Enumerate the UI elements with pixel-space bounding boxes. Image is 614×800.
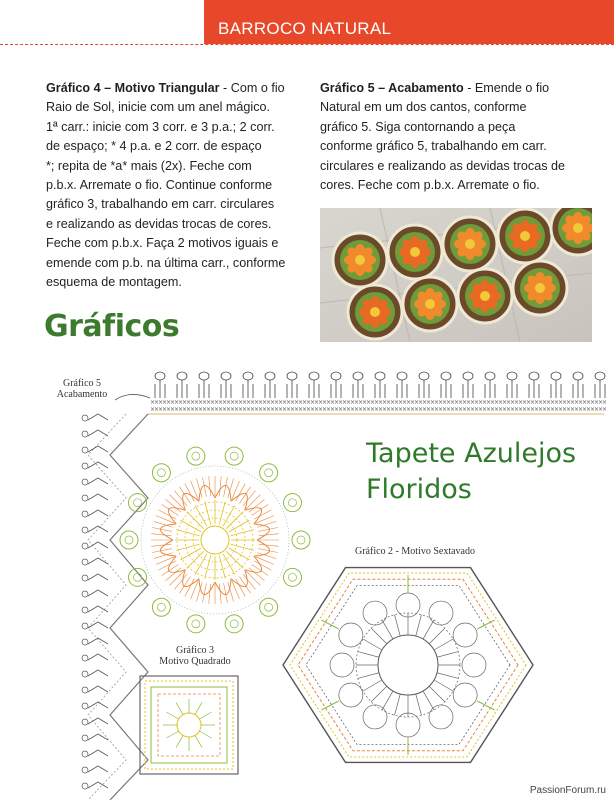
svg-text:×: × [566,406,572,413]
svg-text:×: × [174,406,180,413]
svg-text:×: × [258,399,264,406]
svg-text:×: × [398,406,404,413]
svg-text:×: × [398,399,404,406]
svg-text:×: × [318,399,324,406]
svg-text:×: × [350,406,356,413]
svg-text:×: × [238,399,244,406]
svg-text:×: × [150,399,156,406]
svg-text:×: × [182,399,188,406]
svg-text:×: × [542,406,548,413]
svg-text:×: × [170,406,176,413]
svg-text:×: × [462,399,468,406]
svg-text:×: × [154,406,160,413]
svg-text:×: × [390,399,396,406]
svg-text:×: × [338,399,344,406]
svg-text:×: × [534,399,540,406]
col1-line: esquema de montagem. [46,275,182,290]
svg-text:×: × [226,406,232,413]
svg-text:×: × [178,399,184,406]
svg-text:×: × [446,399,452,406]
svg-text:×: × [206,399,212,406]
watermark: PassionForum.ru [529,785,606,796]
col2-line: Natural em um dos cantos, conforme [320,100,527,115]
svg-text:×: × [598,406,604,413]
svg-text:×: × [258,406,264,413]
svg-text:×: × [286,399,292,406]
svg-text:×: × [154,399,160,406]
svg-text:×: × [406,406,412,413]
svg-text:×: × [194,406,200,413]
chart3-caption-line2: Motivo Quadrado [159,656,231,667]
col1-line: *; repita de *a* mais (2x). Feche com [46,158,252,173]
svg-text:×: × [234,406,240,413]
svg-text:×: × [526,399,532,406]
svg-text:×: × [182,406,188,413]
svg-text:×: × [494,399,500,406]
svg-text:×: × [562,406,568,413]
svg-text:×: × [330,406,336,413]
svg-text:×: × [506,406,512,413]
svg-text:×: × [218,399,224,406]
svg-text:×: × [230,399,236,406]
svg-text:×: × [530,406,536,413]
svg-text:×: × [290,406,296,413]
svg-text:×: × [310,406,316,413]
section-title: Gráficos [44,309,180,344]
col1-line: e realizando as devidas trocas de cores. [46,216,272,231]
svg-text:×: × [242,399,248,406]
svg-text:×: × [294,406,300,413]
svg-text:×: × [442,399,448,406]
svg-text:×: × [254,399,260,406]
svg-text:×: × [514,399,520,406]
svg-text:×: × [198,406,204,413]
col1-line: gráfico 3, trabalhando em carr. circulares [46,197,275,212]
svg-text:×: × [402,406,408,413]
svg-text:×: × [262,399,268,406]
svg-text:×: × [494,406,500,413]
svg-text:×: × [386,406,392,413]
svg-text:×: × [582,399,588,406]
svg-text:×: × [250,406,256,413]
svg-text:×: × [482,399,488,406]
chart4-heading: Gráfico 4 – Motivo Triangular [46,81,220,95]
svg-text:×: × [162,399,168,406]
svg-text:×: × [498,406,504,413]
svg-text:×: × [358,399,364,406]
svg-text:×: × [594,406,600,413]
svg-text:×: × [438,406,444,413]
svg-text:×: × [174,399,180,406]
col1-line: de espaço; * 4 p.a. e 2 corr. de espaço [46,139,262,154]
col1-line: - Com o fio [219,81,285,95]
svg-text:×: × [350,399,356,406]
svg-text:×: × [550,406,556,413]
svg-text:×: × [366,406,372,413]
svg-text:×: × [462,406,468,413]
svg-text:×: × [190,399,196,406]
svg-text:×: × [430,399,436,406]
col2-line: conforme gráfico 5, trabalhando em carr. [320,139,547,154]
svg-text:×: × [502,399,508,406]
svg-text:×: × [482,406,488,413]
svg-text:×: × [602,399,608,406]
svg-text:×: × [322,406,328,413]
svg-text:×: × [382,406,388,413]
col2-line: gráfico 5. Siga contornando a peça [320,119,516,134]
svg-text:×: × [470,399,476,406]
col1-line: Raio de Sol, inicie com um anel mágico. [46,100,270,115]
svg-text:×: × [326,399,332,406]
svg-text:×: × [150,406,156,413]
svg-text:×: × [590,399,596,406]
svg-text:×: × [394,406,400,413]
svg-text:×: × [530,399,536,406]
svg-text:×: × [418,406,424,413]
svg-text:×: × [434,399,440,406]
svg-text:×: × [194,399,200,406]
svg-text:×: × [262,406,268,413]
svg-text:×: × [294,399,300,406]
svg-text:×: × [202,406,208,413]
svg-text:×: × [158,406,164,413]
svg-text:×: × [522,406,528,413]
svg-text:×: × [518,406,524,413]
svg-text:×: × [546,406,552,413]
svg-text:×: × [562,399,568,406]
svg-text:×: × [214,406,220,413]
svg-text:×: × [422,406,428,413]
svg-text:×: × [538,399,544,406]
svg-text:×: × [286,406,292,413]
svg-text:×: × [582,406,588,413]
svg-text:×: × [438,399,444,406]
svg-text:×: × [266,406,272,413]
svg-text:×: × [426,406,432,413]
svg-text:×: × [570,406,576,413]
svg-text:×: × [486,406,492,413]
round-motif-chart [120,447,310,633]
svg-text:×: × [450,399,456,406]
svg-text:×: × [354,406,360,413]
chart5-heading: Gráfico 5 – Acabamento [320,81,464,95]
svg-text:×: × [510,406,516,413]
svg-text:×: × [510,399,516,406]
svg-text:×: × [210,399,216,406]
svg-text:×: × [354,399,360,406]
svg-text:×: × [538,406,544,413]
svg-text:×: × [566,399,572,406]
svg-text:×: × [234,399,240,406]
svg-text:×: × [222,406,228,413]
svg-text:×: × [346,399,352,406]
svg-text:×: × [246,406,252,413]
svg-text:×: × [542,399,548,406]
svg-text:×: × [290,399,296,406]
svg-text:×: × [214,399,220,406]
border-chart [82,372,607,800]
svg-text:×: × [586,406,592,413]
svg-text:×: × [186,399,192,406]
svg-text:×: × [590,406,596,413]
svg-text:×: × [314,406,320,413]
svg-text:×: × [378,406,384,413]
svg-text:×: × [218,406,224,413]
svg-text:×: × [298,399,304,406]
svg-text:×: × [370,406,376,413]
svg-text:×: × [310,399,316,406]
svg-text:×: × [166,399,172,406]
svg-text:×: × [170,399,176,406]
svg-text:×: × [282,399,288,406]
svg-text:×: × [222,399,228,406]
svg-text:×: × [374,399,380,406]
col1-line: Feche com p.b.x. Faça 2 motivos iguais e [46,236,279,251]
svg-text:×: × [442,406,448,413]
svg-text:×: × [326,406,332,413]
svg-text:×: × [346,406,352,413]
svg-text:×: × [342,399,348,406]
svg-text:×: × [474,406,480,413]
svg-text:×: × [450,406,456,413]
svg-text:×: × [458,406,464,413]
svg-text:×: × [578,406,584,413]
svg-text:×: × [334,406,340,413]
project-title-line1: Tapete Azulejos [366,438,577,469]
svg-text:×: × [274,406,280,413]
col2-line: cores. Feche com p.b.x. Arremate o fio. [320,178,540,193]
svg-text:×: × [598,399,604,406]
svg-text:×: × [526,406,532,413]
svg-text:×: × [554,406,560,413]
svg-text:×: × [426,399,432,406]
svg-text:×: × [162,406,168,413]
svg-text:×: × [158,399,164,406]
svg-text:×: × [338,406,344,413]
svg-text:×: × [266,399,272,406]
svg-text:×: × [470,406,476,413]
svg-text:×: × [302,406,308,413]
svg-text:×: × [382,399,388,406]
svg-text:×: × [358,406,364,413]
svg-text:×: × [282,406,288,413]
svg-text:×: × [394,399,400,406]
svg-text:×: × [242,406,248,413]
svg-text:×: × [574,399,580,406]
svg-text:×: × [298,406,304,413]
svg-text:×: × [422,399,428,406]
svg-text:×: × [410,406,416,413]
svg-text:×: × [410,399,416,406]
svg-text:×: × [454,406,460,413]
svg-text:×: × [402,399,408,406]
svg-text:×: × [230,406,236,413]
svg-text:×: × [406,399,412,406]
svg-text:×: × [246,399,252,406]
svg-text:×: × [362,406,368,413]
svg-text:×: × [278,406,284,413]
svg-text:×: × [414,399,420,406]
svg-text:×: × [314,399,320,406]
svg-text:×: × [498,399,504,406]
svg-text:×: × [278,399,284,406]
svg-text:×: × [306,399,312,406]
svg-text:×: × [414,406,420,413]
svg-text:×: × [378,399,384,406]
col2-line: circulares e realizando as devidas trocas de [320,158,566,173]
svg-text:×: × [166,406,172,413]
project-title-line2: Floridos [366,474,472,505]
col1-line: emende com p.b. na última carr., conforme [46,255,286,270]
svg-text:×: × [458,399,464,406]
section-header-label: BARROCO NATURAL [218,19,392,38]
svg-text:×: × [330,399,336,406]
svg-text:×: × [270,406,276,413]
svg-text:×: × [474,399,480,406]
svg-text:×: × [374,406,380,413]
svg-text:×: × [550,399,556,406]
svg-text:×: × [210,406,216,413]
svg-text:×: × [586,399,592,406]
svg-text:×: × [570,399,576,406]
chart3-caption-line1: Gráfico 3 [175,645,215,656]
svg-text:×: × [446,406,452,413]
svg-text:×: × [486,399,492,406]
svg-text:×: × [602,406,608,413]
svg-text:×: × [254,406,260,413]
svg-text:×: × [522,399,528,406]
svg-text:×: × [594,399,600,406]
svg-text:×: × [546,399,552,406]
svg-text:×: × [574,406,580,413]
svg-text:×: × [558,406,564,413]
svg-text:×: × [334,399,340,406]
svg-text:×: × [270,399,276,406]
svg-text:×: × [322,399,328,406]
svg-text:×: × [578,399,584,406]
svg-text:×: × [366,399,372,406]
svg-text:×: × [514,406,520,413]
svg-text:×: × [342,406,348,413]
svg-text:×: × [478,406,484,413]
svg-text:×: × [490,399,496,406]
svg-text:×: × [186,406,192,413]
svg-text:×: × [454,399,460,406]
svg-text:×: × [534,406,540,413]
svg-text:×: × [302,399,308,406]
svg-text:×: × [238,406,244,413]
svg-text:×: × [190,406,196,413]
chart2-caption: Gráfico 2 - Motivo Sextavado [355,546,475,557]
svg-text:×: × [226,399,232,406]
svg-text:×: × [250,399,256,406]
svg-text:×: × [506,399,512,406]
svg-text:×: × [202,399,208,406]
svg-text:×: × [434,406,440,413]
col2-line: - Emende o fio [463,81,550,95]
svg-text:×: × [466,399,472,406]
col1-line: 1ª carr.: inicie com 3 corr. e 3 p.a.; 2 corr. [46,119,275,134]
svg-text:×: × [370,399,376,406]
svg-text:×: × [554,399,560,406]
svg-text:×: × [478,399,484,406]
svg-text:×: × [518,399,524,406]
svg-text:×: × [558,399,564,406]
square-motif-chart [140,676,238,774]
svg-text:×: × [502,406,508,413]
svg-text:×: × [206,406,212,413]
col1-line: p.b.x. Arremate o fio. Continue conforme [46,178,273,193]
chart5-caption-line2: Acabamento [56,389,108,400]
hexagon-motif-chart [283,568,533,763]
svg-text:×: × [390,406,396,413]
svg-text:×: × [430,406,436,413]
svg-text:×: × [386,399,392,406]
svg-text:×: × [318,406,324,413]
chart5-caption-line1: Gráfico 5 [62,378,102,389]
svg-text:×: × [198,399,204,406]
svg-text:×: × [418,399,424,406]
svg-text:×: × [466,406,472,413]
svg-text:×: × [490,406,496,413]
svg-text:×: × [178,406,184,413]
svg-text:×: × [306,406,312,413]
svg-text:×: × [362,399,368,406]
svg-text:×: × [274,399,280,406]
